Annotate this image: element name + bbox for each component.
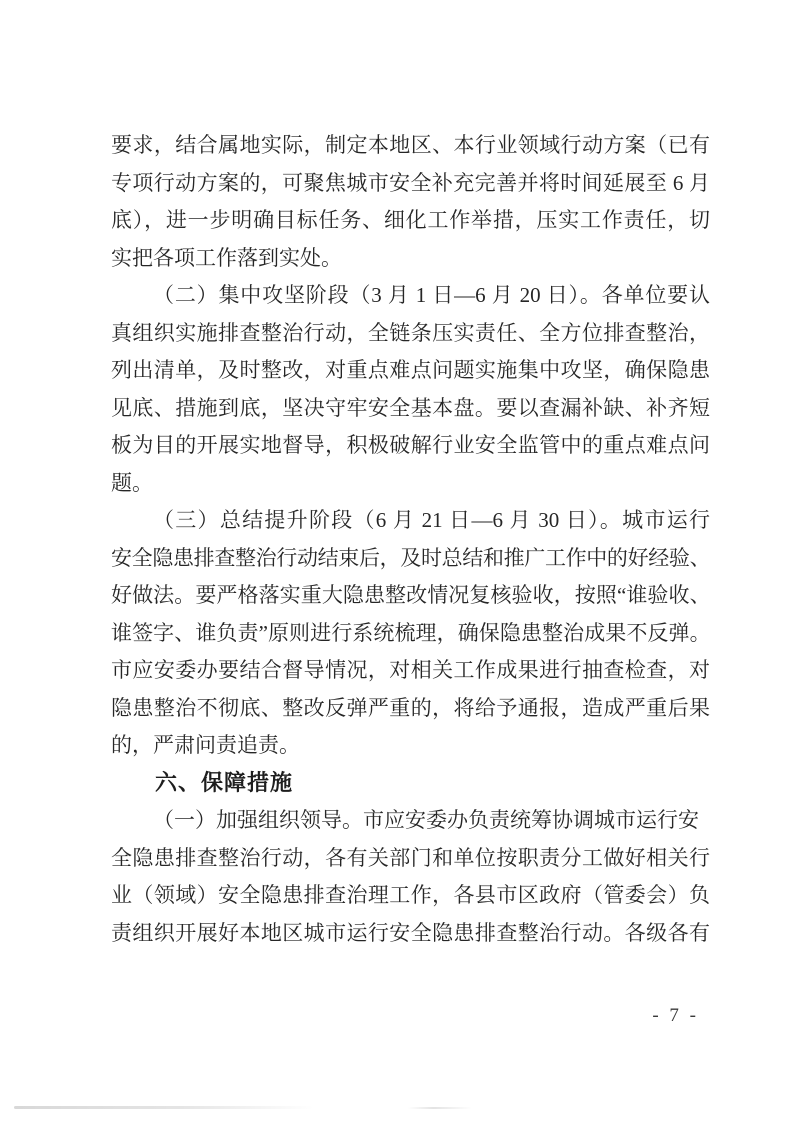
- body-line: 责组织开展好本地区城市运行安全隐患排查整治行动。各级各有: [111, 920, 710, 945]
- scan-artifact-speck: [408, 1107, 472, 1109]
- document-body: [111, 127, 710, 952]
- body-line: 列出清单，及时整改，对重点难点问题实施集中攻坚，确保隐患: [111, 358, 710, 382]
- body-line: 见底、措施到底，坚决守牢安全基本盘。要以查漏补缺、补齐短: [111, 395, 710, 420]
- body-line: 的，严肃问责追责。: [111, 733, 300, 757]
- body-line: 实把各项工作落到实处。: [111, 245, 342, 270]
- body-line: （一）加强组织领导。市应安委办负责统筹协调城市运行安: [153, 808, 699, 832]
- body-line: 题。: [111, 470, 153, 495]
- scan-artifact-streak: [14, 1106, 314, 1109]
- body-line: 谁签字、谁负责”原则进行系统梳理，确保隐患整治成果不反弹。: [111, 620, 710, 645]
- body-line: 好做法。要严格落实重大隐患整改情况复核验收，按照“谁验收、: [111, 583, 710, 607]
- body-line: （二）集中攻坚阶段（3 月 1 日—6 月 20 日）。各单位要认: [153, 283, 710, 307]
- body-line: 底），进一步明确目标任务、细化工作举措，压实工作责任，切: [111, 208, 710, 232]
- body-line: 专项行动方案的，可聚焦城市安全补充完善并将时间延展至 6 月: [111, 170, 710, 195]
- body-line: 要求，结合属地实际，制定本地区、本行业领域行动方案（已有: [111, 133, 710, 157]
- section-heading: 六、保障措施: [155, 770, 294, 796]
- body-line: 市应安委办要结合督导情况，对相关工作成果进行抽查检查，对: [111, 658, 710, 682]
- body-line: 隐患整治不彻底、整改反弹严重的，将给予通报，造成严重后果: [111, 695, 710, 720]
- body-line: （三）总结提升阶段（6 月 21 日—6 月 30 日）。城市运行: [153, 508, 710, 532]
- body-line: 全隐患排查整治行动，各有关部门和单位按职责分工做好相关行: [111, 845, 710, 870]
- body-line: 业（领域）安全隐患排查治理工作，各县市区政府（管委会）负: [111, 883, 710, 907]
- body-line: 安全隐患排查整治行动结束后，及时总结和推广工作中的好经验、: [111, 545, 710, 570]
- body-line: 真组织实施排查整治行动，全链条压实责任、全方位排查整治，: [111, 320, 710, 345]
- body-line: 板为目的开展实地督导，积极破解行业安全监管中的重点难点问: [111, 433, 710, 457]
- page-number: - 7 -: [652, 1005, 699, 1026]
